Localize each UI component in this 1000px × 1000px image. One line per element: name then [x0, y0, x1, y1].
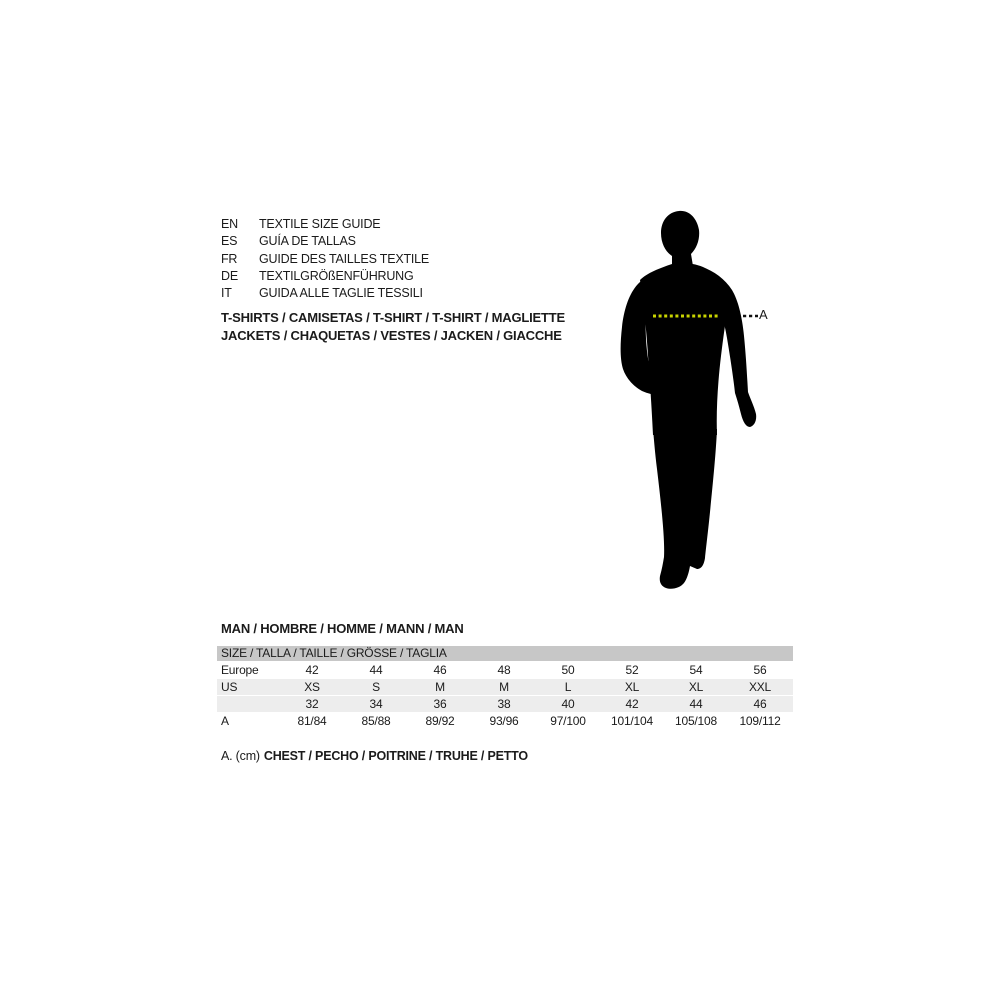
table-cell: 89/92 — [425, 714, 455, 728]
table-row — [217, 662, 793, 678]
table-cell: 46 — [753, 697, 767, 711]
table-cell: 36 — [433, 697, 447, 711]
category-line-tshirts: T-SHIRTS / CAMISETAS / T-SHIRT / T-SHIRT / MAGLIETTE — [221, 310, 565, 325]
table-cell: 56 — [753, 663, 767, 677]
footnote-prefix: A. (cm) — [221, 749, 260, 763]
table-cell: XL — [688, 680, 704, 694]
measurement-footnote — [221, 749, 528, 763]
man-silhouette-shape — [621, 211, 757, 589]
table-cell: XL — [624, 680, 640, 694]
footnote-text: CHEST / PECHO / POITRINE / TRUHE / PETTO — [263, 749, 528, 763]
table-cell: 105/108 — [675, 714, 717, 728]
table-cell: 44 — [689, 697, 703, 711]
category-line-jackets: JACKETS / CHAQUETAS / VESTES / JACKEN / GIACCHE — [221, 327, 562, 343]
language-code: FR — [221, 251, 238, 266]
table-cell: 93/96 — [489, 714, 519, 728]
table-row-label: US — [221, 680, 238, 694]
table-cell: S — [372, 680, 380, 694]
language-code: IT — [221, 286, 232, 301]
table-row-label: Europe — [221, 663, 259, 677]
section-title: MAN / HOMBRE / HOMME / MANN / MAN — [221, 621, 464, 636]
table-row-label — [217, 696, 280, 712]
table-cell: 85/88 — [361, 714, 391, 728]
table-cell: L — [564, 680, 572, 694]
table-row — [217, 696, 793, 712]
language-row — [221, 268, 429, 285]
language-label: GUIDE DES TAILLES TEXTILE — [259, 251, 430, 266]
language-label: GUIDA ALLE TAGLIE TESSILI — [259, 286, 423, 301]
table-row — [217, 713, 793, 729]
language-row — [221, 216, 429, 233]
language-code: EN — [221, 217, 238, 231]
table-cell: 34 — [369, 697, 383, 711]
table-cell: 32 — [305, 697, 319, 711]
language-list — [221, 216, 429, 302]
table-cell: 97/100 — [550, 714, 586, 728]
table-cell: XXL — [748, 680, 772, 694]
table-cell: 42 — [625, 697, 639, 711]
size-table-rows — [217, 662, 793, 729]
table-cell: 54 — [689, 663, 703, 677]
man-silhouette-figure — [615, 205, 775, 595]
table-cell: M — [499, 680, 509, 694]
language-row — [221, 233, 429, 250]
size-table — [217, 646, 793, 730]
category-lines — [221, 309, 565, 344]
table-cell: 46 — [433, 663, 447, 677]
table-row-label: A — [221, 714, 229, 728]
language-code: DE — [221, 268, 238, 283]
language-row — [221, 251, 429, 268]
table-cell: M — [435, 680, 445, 694]
language-label: GUÍA DE TALLAS — [259, 234, 356, 249]
language-code: ES — [221, 234, 238, 249]
table-cell: XS — [304, 680, 320, 694]
table-cell: 48 — [497, 663, 511, 677]
language-label: TEXTILGRÖßENFÜHRUNG — [259, 268, 414, 283]
table-cell: 81/84 — [297, 714, 327, 728]
table-cell: 109/112 — [739, 714, 781, 728]
table-cell: 38 — [497, 697, 511, 711]
size-table-header: SIZE / TALLA / TAILLE / GRÖSSE / TAGLIA — [217, 646, 793, 661]
table-cell: 52 — [625, 663, 639, 677]
table-cell: 40 — [561, 697, 575, 711]
language-label: TEXTILE SIZE GUIDE — [259, 217, 381, 231]
measurement-a-label: A — [759, 307, 768, 322]
table-cell: 42 — [305, 663, 319, 677]
table-cell: 101/104 — [611, 714, 653, 728]
table-cell: 44 — [369, 663, 383, 677]
table-cell: 50 — [561, 663, 575, 677]
language-row — [221, 285, 429, 302]
table-row — [217, 679, 793, 695]
